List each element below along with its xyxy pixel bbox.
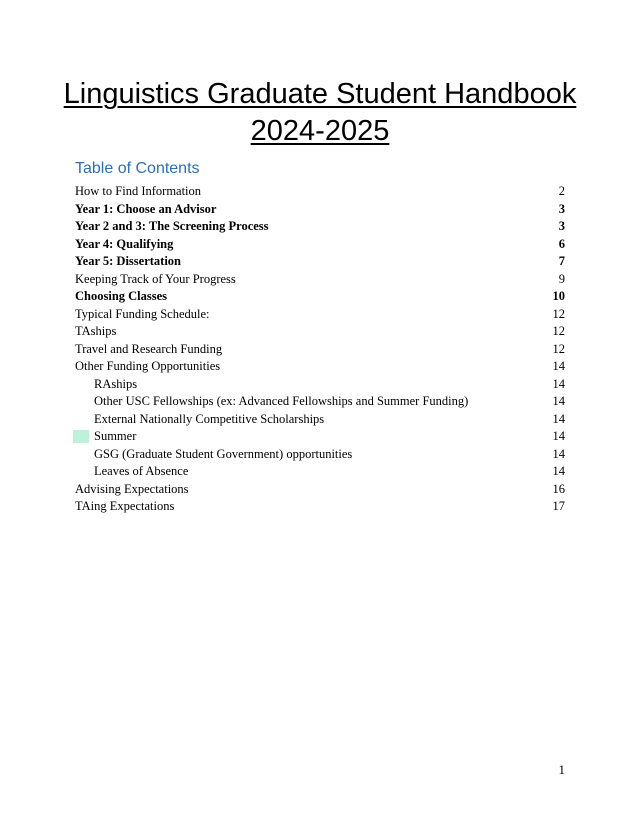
toc-entry-label[interactable]: TAships: [75, 324, 117, 338]
toc-entry-page: 12: [552, 341, 565, 356]
toc-entry-page: 12: [552, 306, 565, 321]
toc-entry[interactable]: [75, 201, 565, 219]
toc-entry-page: 16: [552, 481, 565, 496]
toc-entry-page: 14: [552, 429, 565, 443]
toc-entry-label[interactable]: Keeping Track of Your Progress: [75, 271, 236, 286]
toc-entry[interactable]: [75, 271, 565, 289]
toc-entry-label[interactable]: GSG (Graduate Student Government) opportunities: [94, 446, 353, 461]
toc-entry-page: 14: [552, 359, 565, 373]
toc-entry-label[interactable]: Travel and Research Funding: [75, 341, 223, 356]
toc-entry-label[interactable]: Other Funding Opportunities: [75, 359, 221, 373]
toc-entry-label[interactable]: Summer: [94, 429, 137, 443]
toc-entry[interactable]: [75, 323, 565, 341]
toc-entry-page: 14: [552, 394, 565, 408]
toc-entry-label[interactable]: Other USC Fellowships (ex: Advanced Fellowships and Summer Funding): [94, 394, 469, 408]
toc-entry[interactable]: [75, 428, 565, 446]
toc-entry-page: 14: [552, 411, 565, 426]
toc-entry-page: 3: [558, 219, 565, 233]
toc-entry[interactable]: [75, 253, 565, 271]
toc-entry-page: 3: [558, 201, 565, 216]
page-number: 1: [558, 762, 565, 777]
toc-entry-label[interactable]: Year 2 and 3: The Screening Process: [75, 219, 269, 233]
toc-entry[interactable]: [75, 306, 565, 324]
toc-entry[interactable]: [75, 288, 565, 306]
toc-entry[interactable]: [75, 446, 565, 464]
table-of-contents: [75, 183, 565, 516]
toc-entry-page: 14: [552, 464, 565, 478]
toc-entry-label[interactable]: External Nationally Competitive Scholarships: [94, 411, 325, 426]
toc-entry-page: 9: [558, 271, 565, 286]
toc-entry[interactable]: [75, 358, 565, 376]
toc-entry[interactable]: [75, 481, 565, 499]
toc-entry-page: 2: [558, 184, 565, 198]
toc-entry[interactable]: [75, 411, 565, 429]
document-title: [0, 76, 640, 150]
toc-entry-label[interactable]: How to Find Information: [75, 184, 202, 198]
toc-entry[interactable]: [75, 341, 565, 359]
toc-entry[interactable]: [75, 393, 565, 411]
toc-entry[interactable]: [75, 236, 565, 254]
toc-entry-page: 12: [552, 324, 565, 338]
toc-entry-page: 6: [558, 236, 565, 251]
toc-entry[interactable]: [75, 218, 565, 236]
title-line-1: Linguistics Graduate Student Handbook: [63, 78, 577, 110]
toc-entry-page: 14: [552, 446, 565, 461]
toc-entry-page: 7: [558, 254, 565, 268]
toc-entry[interactable]: [75, 463, 565, 481]
title-line-2: 2024-2025: [250, 115, 390, 147]
toc-entry-label[interactable]: Year 5: Dissertation: [75, 254, 181, 268]
toc-entry[interactable]: [75, 498, 565, 516]
toc-entry-label[interactable]: Choosing Classes: [75, 289, 168, 303]
toc-entry-page: 10: [552, 289, 565, 303]
toc-entry-label[interactable]: Leaves of Absence: [94, 464, 189, 478]
toc-entry-page: 14: [552, 376, 565, 391]
toc-entry[interactable]: [75, 376, 565, 394]
toc-entry[interactable]: [75, 183, 565, 201]
toc-entry-label[interactable]: RAships: [94, 376, 138, 391]
toc-entry-label[interactable]: Typical Funding Schedule:: [75, 306, 210, 321]
toc-entry-label[interactable]: Advising Expectations: [75, 481, 189, 496]
toc-entry-label[interactable]: Year 1: Choose an Advisor: [75, 201, 217, 216]
highlight-marker: [73, 430, 89, 443]
toc-entry-label[interactable]: TAing Expectations: [75, 499, 175, 513]
toc-heading: Table of Contents: [75, 160, 200, 177]
toc-entry-label[interactable]: Year 4: Qualifying: [75, 236, 174, 251]
toc-entry-page: 17: [552, 499, 565, 513]
